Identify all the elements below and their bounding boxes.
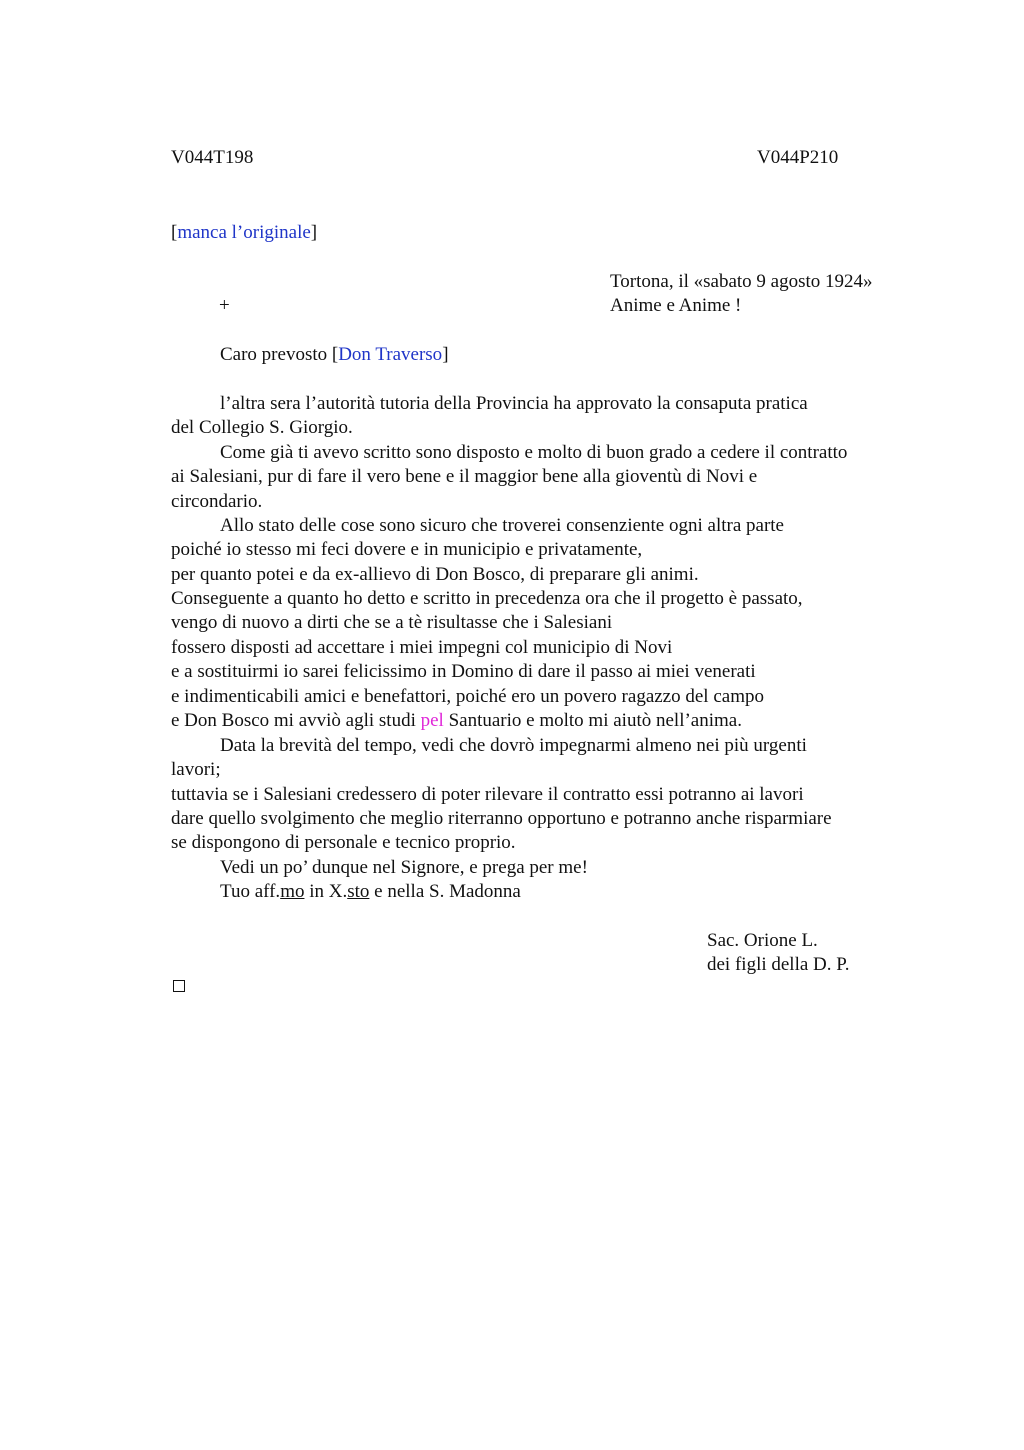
text-after: Santuario e molto mi aiutò nell’anima. — [443, 710, 742, 731]
body-line: per quanto potei e da ex-allievo di Don Bosco, di preparare gli animi. — [171, 564, 699, 585]
body-line: Vedi un po’ dunque nel Signore, e prega per me! — [220, 857, 588, 878]
body-line: tuttavia se i Salesiani credessero di poter rilevare il contratto essi potranno ai lavori — [171, 784, 804, 805]
body-line: poiché io stesso mi feci dovere e in municipio e privatamente, — [171, 539, 643, 560]
body-line: lavori; — [171, 759, 221, 780]
salutation — [220, 343, 449, 367]
closing-line — [220, 880, 521, 904]
abbreviation-superscript: sto — [347, 881, 370, 902]
body-line: Conseguente a quanto ho detto e scritto in precedenza ora che il progetto è passato, — [171, 588, 803, 609]
body-line: e a sostituirmi io sarei felicissimo in Domino di dare il passo ai miei venerati — [171, 661, 756, 682]
body-line: l’altra sera l’autorità tutoria della Provincia ha approvato la consaputa pratica — [220, 393, 808, 414]
archive-code-right: V044P210 — [757, 147, 839, 168]
signature-title: dei figli della D. P. — [707, 954, 850, 975]
body-line: dare quello svolgimento che meglio riterranno opportuno e potranno anche risparmiare — [171, 808, 832, 829]
body-line-bosco — [171, 709, 742, 733]
cross-symbol: + — [219, 295, 230, 316]
abbreviation-superscript: mo — [280, 881, 305, 902]
body-line: circondario. — [171, 491, 263, 512]
bracket-open: [ — [171, 222, 178, 243]
salutation-prefix: Caro prevosto — [220, 344, 332, 365]
signature-name: Sac. Orione L. — [707, 930, 818, 951]
closing-part: Tuo aff. — [220, 881, 281, 902]
body-line: Data la brevità del tempo, vedi che dovrò impegnarmi almeno nei più urgenti — [220, 735, 807, 756]
text-before: e Don Bosco mi avviò agli studi — [171, 710, 421, 731]
recipient-name: Don Traverso — [338, 344, 443, 365]
highlighted-word: pel — [420, 710, 444, 731]
body-line: Allo stato delle cose sono sicuro che troverei consenziente ogni altra parte — [220, 515, 784, 536]
closing-part: in X. — [304, 881, 348, 902]
motto-line: Anime e Anime ! — [610, 295, 742, 316]
end-of-document-square-icon — [173, 980, 185, 992]
archive-code-left: V044T198 — [171, 147, 254, 168]
bracket-close: ] — [442, 344, 449, 365]
original-missing-note — [171, 221, 317, 245]
closing-part: e nella S. Madonna — [369, 881, 521, 902]
body-line: vengo di nuovo a dirti che se a tè risultasse che i Salesiani — [171, 612, 613, 633]
bracket-open: [ — [331, 344, 339, 365]
date-line: Tortona, il «sabato 9 agosto 1924» — [610, 271, 873, 292]
body-line: fossero disposti ad accettare i miei impegni col municipio di Novi — [171, 637, 673, 658]
body-line: e indimenticabili amici e benefattori, poiché ero un povero ragazzo del campo — [171, 686, 764, 707]
body-line: Come già ti avevo scritto sono disposto e molto di buon grado a cedere il contratto — [220, 442, 848, 463]
body-line: ai Salesiani, pur di fare il vero bene e il maggior bene alla gioventù di Novi e — [171, 466, 758, 487]
body-line: del Collegio S. Giorgio. — [171, 417, 353, 438]
editorial-note-text: manca l’originale — [177, 222, 311, 243]
bracket-close: ] — [310, 222, 318, 243]
body-line: se dispongono di personale e tecnico proprio. — [171, 832, 516, 853]
